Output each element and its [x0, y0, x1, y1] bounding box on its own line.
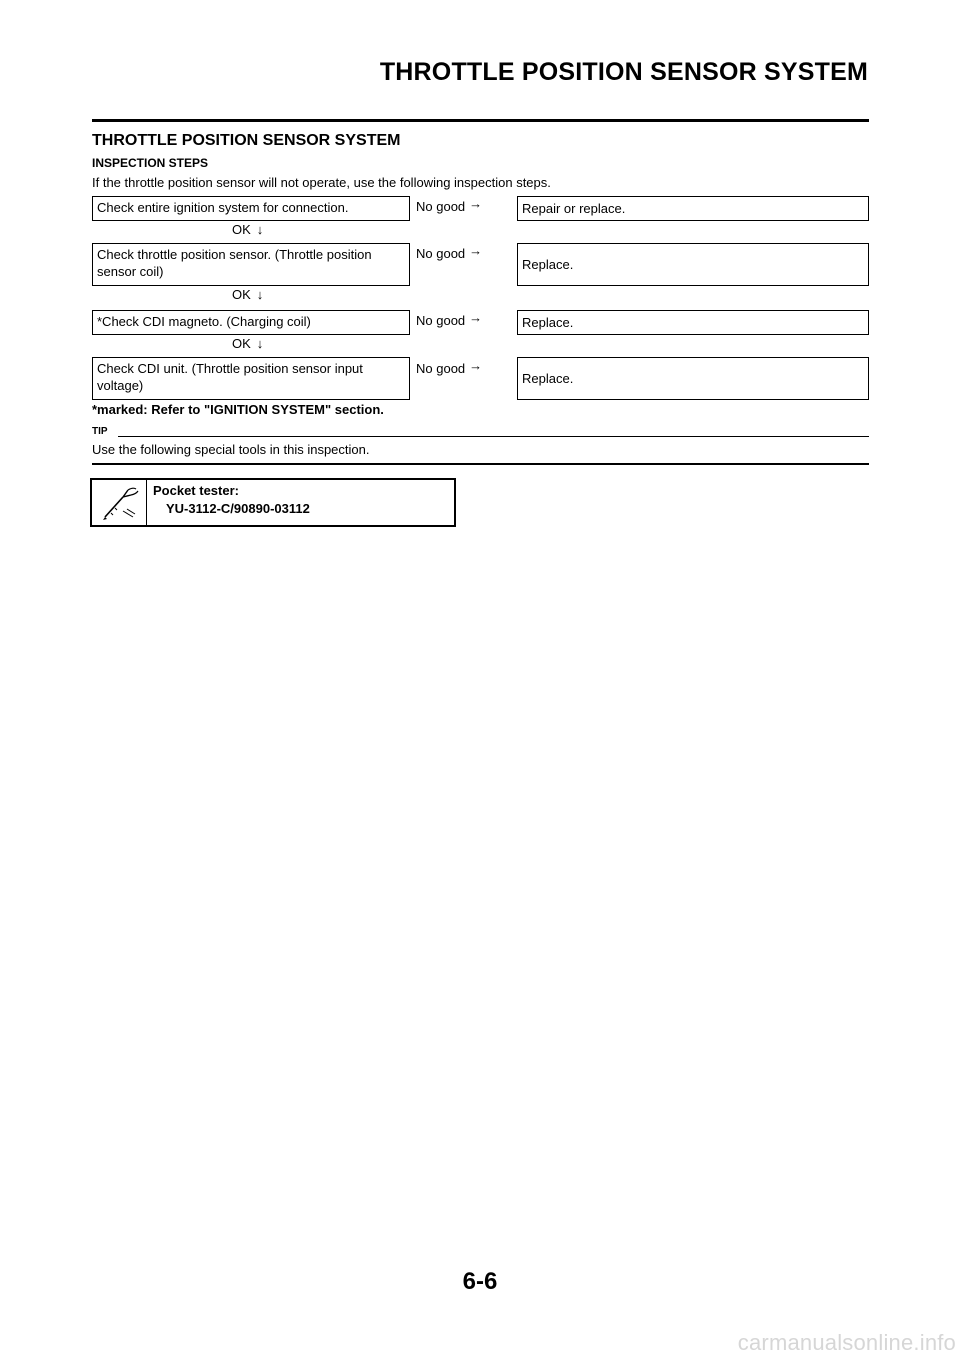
intro-text: If the throttle position sensor will not operate, use the following inspection steps.: [92, 175, 551, 190]
check-box-1: [92, 196, 410, 221]
tool-part-number: YU-3112-C/90890-03112: [166, 501, 310, 516]
down-arrow-icon: ↓: [256, 287, 264, 302]
right-arrow-icon: →: [469, 358, 483, 373]
action-text-3: Replace.: [522, 315, 574, 330]
section-subtitle: INSPECTION STEPS: [92, 156, 209, 170]
wrench-icon: [97, 483, 141, 523]
no-good-label-3: No good →: [416, 310, 483, 328]
section-note: *marked: Refer to "IGNITION SYSTEM" section.: [92, 402, 384, 417]
check-text-3: *Check CDI magneto. (Charging coil): [97, 314, 311, 329]
header-divider: [92, 119, 869, 122]
ok-label-1: OK ↓: [232, 222, 264, 237]
down-arrow-icon: ↓: [256, 336, 264, 351]
right-arrow-icon: →: [469, 310, 483, 325]
action-box-3: [517, 310, 869, 335]
page-title: THROTTLE POSITION SENSOR SYSTEM: [379, 58, 868, 86]
no-good-label-2: No good →: [416, 243, 483, 261]
ok-label-3: OK ↓: [232, 336, 264, 351]
action-text-4: Replace.: [522, 371, 574, 386]
tip-bottom-divider: [92, 463, 869, 465]
no-good-label-4: No good →: [416, 358, 483, 376]
section-title: THROTTLE POSITION SENSOR SYSTEM: [92, 132, 401, 149]
tip-text: Use the following special tools in this inspection.: [92, 442, 370, 457]
watermark: carmanualsonline.info: [737, 1330, 956, 1355]
right-arrow-icon: →: [469, 243, 483, 258]
check-text-1: Check entire ignition system for connection.: [97, 200, 349, 215]
tip-divider: [118, 436, 869, 437]
no-good-label-1: No good →: [416, 196, 483, 214]
tool-icon-cell: [92, 480, 147, 525]
check-box-2: [92, 243, 410, 286]
action-text-2: Replace.: [522, 257, 574, 272]
right-arrow-icon: →: [469, 196, 483, 211]
tip-label: TIP: [92, 426, 108, 437]
page-number: 6-6: [462, 1268, 498, 1295]
check-text-2: Check throttle position sensor. (Throttle position sensor coil): [97, 247, 372, 279]
tool-name: Pocket tester:: [153, 483, 239, 498]
action-box-4: [517, 357, 869, 400]
action-box-1: [517, 196, 869, 221]
check-box-4: [92, 357, 410, 400]
action-text-1: Repair or replace.: [522, 201, 626, 216]
down-arrow-icon: ↓: [256, 222, 264, 237]
check-text-4: Check CDI unit. (Throttle position sensor input voltage): [97, 361, 363, 393]
check-box-3: [92, 310, 410, 335]
action-box-2: [517, 243, 869, 286]
special-tool-box: [90, 478, 456, 527]
ok-label-2: OK ↓: [232, 287, 264, 302]
